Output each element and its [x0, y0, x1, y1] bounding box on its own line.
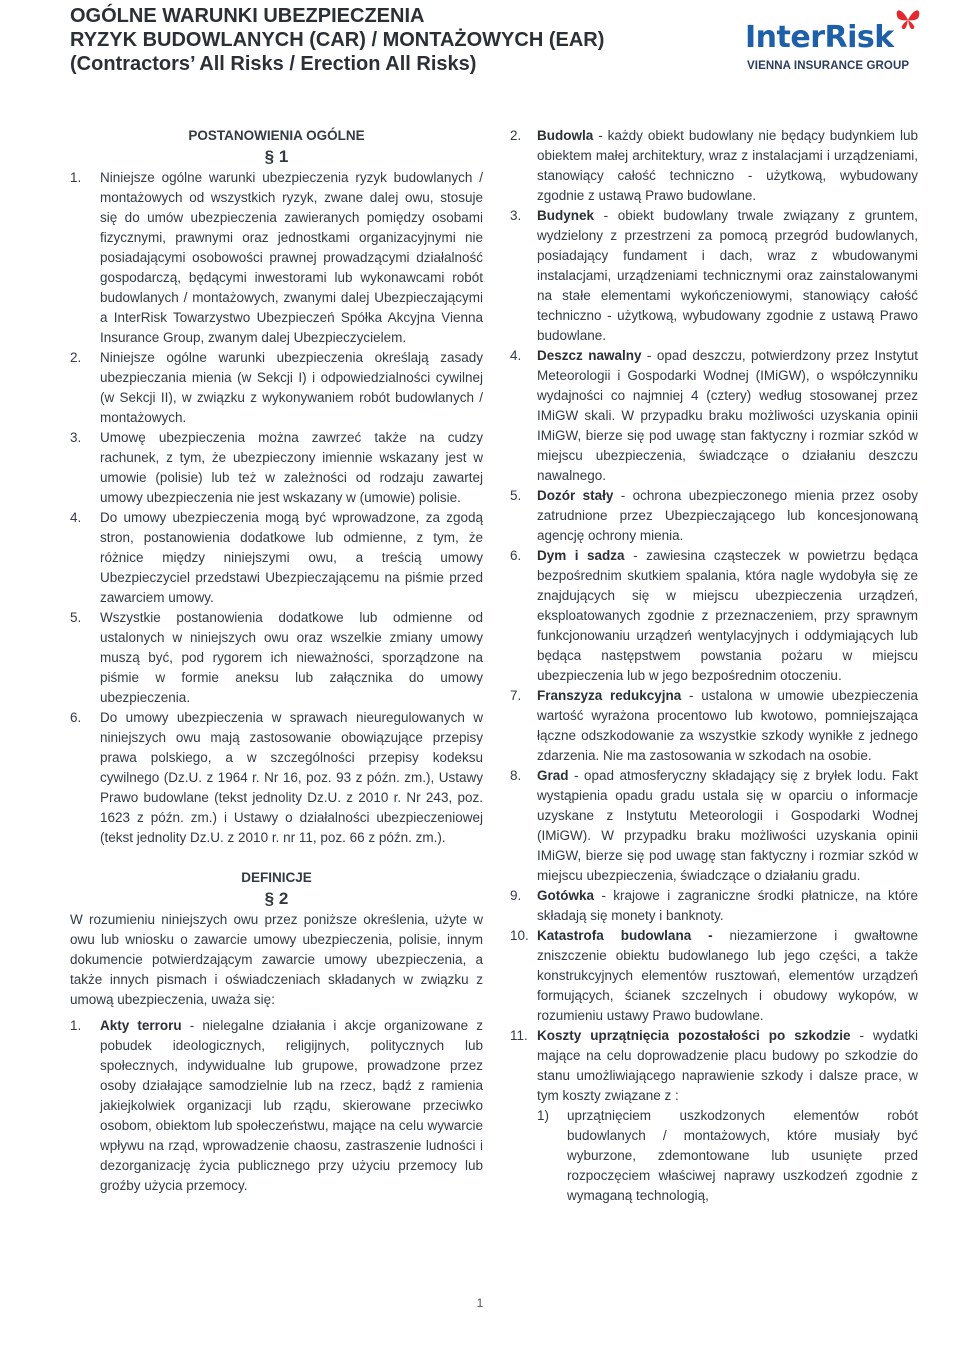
item-text: [100, 1016, 483, 1196]
definition-item: [510, 926, 918, 1026]
item-number: 5.: [70, 610, 82, 625]
general-item: [70, 708, 483, 848]
item-number: 5.: [510, 488, 522, 503]
item-text: Do umowy ubezpieczenia w sprawach nieuregulowanych w niniejszych owu mają zastosowanie obowiązujące przepisy prawa polskiego, a w szczególności przepisy kodeksu cywilnego (Dz.U. z 1964 r. Nr 16, poz. 93 z późn. zm.), Ustawy Prawo budowlane (tekst jednolity Dz.U. z 2010 r. Nr 243, poz. 1623 z późn. zm.) i Ustawy o działalności ubezpieczeniowej (tekst jednolity Dz.U. z 2010 r. nr 11, poz. 66 z późn. zm.).: [100, 710, 483, 845]
definition-item: [510, 886, 918, 926]
definition-text: - obiekt budowlany trwale związany z gruntem, wydzielony z przestrzeni za pomocą przegród budowlanych, posiadający fundament i dach, wraz z wbudowanymi instalacjami, urządzeniami technicznymi oraz zainstalowanymi na stałe elementami wykończeniowymi, stanowiący całość techniczno - użytkową, wybudowany zgodnie z ustawą Prawo budowlane.: [537, 208, 918, 343]
item-text: Niniejsze ogólne warunki ubezpieczenia określają zasady ubezpieczania mienia (w Sekcji I) i odpowiedzialności cywilnej (w Sekcji II), w związku z wykonywaniem robót budowlanych / montażowych.: [100, 350, 483, 425]
item-number: 1.: [70, 170, 82, 185]
item-number: 3.: [70, 430, 82, 445]
item-text: [537, 1026, 918, 1106]
item-number: 10.: [510, 928, 529, 943]
definition-item: [70, 1016, 483, 1196]
definitions-intro: W rozumieniu niniejszych owu przez poniższe określenia, użyte w owu lub wniosku o zawarcie umowy ubezpieczenia, polisie, innym dokumencie potwierdzającym zawarcie umowy ubezpieczenia, a także innych pismach i oświadczeniach składanych w związku z umową ubezpieczenia, uważa się:: [70, 912, 483, 1007]
item-number: 6.: [510, 548, 522, 563]
item-text: Niniejsze ogólne warunki ubezpieczenia ryzyk budowlanych / montażowych od wszystkich ryzyk, zwane dalej owu, stosuje się do umów ubezpieczenia zawieranych pomiędzy osobami fizycznymi, prawnymi oraz jednostkami organizacyjnymi nie posiadającymi osobowości prawnej prowadzącymi działalność gospodarczą, będącymi inwestorami lub wykonawcami robót budowlanych / montażowych, zwanymi dalej Ubezpieczającymi a InterRisk Towarzystwo Ubezpieczeń Spółka Akcyjna Vienna Insurance Group, zwanym dalej Ubezpieczycielem.: [100, 170, 483, 345]
item-text: [537, 126, 918, 206]
general-item: [70, 348, 483, 428]
item-text: [537, 766, 918, 886]
definition-text: - ustalona w umowie ubezpieczenia wartość wyrażona procentowo lub kwotowo, pomniejszająca łączne odszkodowanie za wszystkie szkody wynikłe z jednego zdarzenia. Nie ma zastosowania w szkodach na osobie.: [537, 688, 918, 763]
definition-term: Koszty uprzątnięcia pozostałości po szkodzie: [537, 1028, 851, 1043]
item-text: [537, 886, 918, 926]
definition-text: niezamierzone i gwałtowne zniszczenie obiektu budowlanego lub jego części, a także konstrukcyjnych elementów rusztowań, elementów urządzeń formujących, ścianek szczelnych i obudowy wykopów, w rozumieniu ustawy Prawo budowlane.: [537, 928, 918, 1023]
definition-text: - opad atmosferyczny składający się z bryłek lodu. Fakt wystąpienia opadu gradu ustala się w oparciu o informacje uzyskane z Instytutu Meteorologii i Gospodarki Wodnej (IMiGW). W przypadku braku możliwości uzyskania opinii IMiGW, bierze się pod uwagę stan faktyczny i rozmiar szkód w miejscu ubezpieczenia, świadczące o działaniu gradu.: [537, 768, 918, 883]
item-text: Umowę ubezpieczenia można zawrzeć także na cudzy rachunek, z tym, że ubezpieczony imiennie wskazany jest w umowie (polisie) lub też w zależności od rodzaju zawartej umowy ubezpieczenia nie jest wskazany w (umowie) polisie.: [100, 430, 483, 505]
definition-item: [510, 546, 918, 686]
title-line-1: OGÓLNE WARUNKI UBEZPIECZENIA: [70, 5, 425, 27]
item-number: 1.: [70, 1018, 82, 1033]
item-text: [537, 486, 918, 546]
item-number: 2.: [70, 350, 82, 365]
definition-term: Katastrofa budowlana -: [537, 928, 713, 943]
item-number: 11.: [510, 1028, 528, 1043]
definition-item: [510, 346, 918, 486]
logo-subtitle: VIENNA INSURANCE GROUP: [747, 60, 910, 72]
general-provisions-heading: POSTANOWIENIA OGÓLNE: [188, 128, 365, 143]
item-text: [537, 686, 918, 766]
item-number: 4.: [70, 510, 82, 525]
definition-text: - nielegalne działania i akcje organizowane z pobudek ideologicznych, religijnych, politycznych lub społecznych, indywidualne lub grupowe, prowadzone przez osoby działające samodzielnie lub na rzecz, bądź z ramienia jakiejkolwiek organizacji lub rządu, skierowane przeciwko osobom, obiektom lub społeczeństwu, mające na celu wywarcie wpływu na rząd, wprowadzenie chaosu, zastraszenie ludności i dezorganizację życia publicznego przy użyciu przemocy lub groźby użycia przemocy.: [100, 1018, 483, 1193]
item-number: 2.: [510, 128, 522, 143]
definition-item: [510, 1026, 918, 1106]
right-column: [510, 126, 918, 1206]
item-number: 6.: [70, 710, 82, 725]
definition-subitem: [537, 1106, 918, 1206]
item-number: 9.: [510, 888, 522, 903]
interrisk-logo: [745, 10, 925, 80]
item-text: [537, 206, 918, 346]
item-number: 8.: [510, 768, 522, 783]
section-1-symbol: § 1: [264, 147, 289, 166]
document-title: [70, 4, 690, 76]
definition-term: Akty terroru: [100, 1018, 182, 1033]
definition-term: Budowla: [537, 128, 594, 143]
definition-text: - każdy obiekt budowlany nie będący budynkiem lub obiektem małej architektury, wraz z instalacjami i urządzeniami, stanowiący całość techniczno - użytkową, wybudowany zgodnie z ustawą Prawo budowlane.: [537, 128, 918, 203]
definition-item: [510, 126, 918, 206]
item-number: 7.: [510, 688, 522, 703]
definition-term: Grad: [537, 768, 569, 783]
general-item: [70, 608, 483, 708]
title-line-2: RYZYK BUDOWLANYCH (CAR) / MONTAŻOWYCH (EAR): [70, 29, 605, 51]
definition-term: Dym i sadza: [537, 548, 625, 563]
definition-term: Gotówka: [537, 888, 595, 903]
general-item: [70, 508, 483, 608]
definition-term: Budynek: [537, 208, 595, 223]
item-text: [537, 926, 918, 1026]
definition-term: Franszyza redukcyjna: [537, 688, 682, 703]
definition-term: Deszcz nawalny: [537, 348, 642, 363]
definition-text: - krajowe i zagraniczne środki płatnicze, na które składają się monety i banknoty.: [537, 888, 918, 923]
subitem-number: 1): [537, 1108, 550, 1123]
definitions-heading: DEFINICJE: [241, 870, 312, 885]
definition-text: - wydatki mające na celu doprowadzenie placu budowy po szkodzie do stanu umożliwiającego naprawienie szkody i dalsze prace, w tym koszty związane z :: [537, 1028, 919, 1103]
definition-text: - opad deszczu, potwierdzony przez Instytut Meteorologii i Gospodarki Wodnej (IMiGW), o współczynniku wydajności co najmniej 4 (cztery) według stosowanej przez IMiGW skali. W przypadku braku możliwości uzyskania opinii IMiGW, bierze się pod uwagę stan faktyczny i rozmiar szkód w miejscu ubezpieczenia, świadczące o działaniu deszczu nawalnego.: [537, 348, 918, 483]
subitem-text: uprzątnięciem uszkodzonych elementów robót budowlanych / montażowych, które musiały być wyburzone, zdemontowane lub usunięte przed rozpoczęciem właściwej naprawy uszkodzeń zgodnie z wymaganą technologią,: [567, 1108, 918, 1203]
left-column: [70, 126, 483, 1196]
butterfly-icon: [893, 4, 923, 34]
definition-item: [510, 766, 918, 886]
section-2-symbol: § 2: [264, 889, 289, 908]
definition-text: - zawiesina cząsteczek w powietrzu będąca bezpośrednim skutkiem spalania, która nagle wydobyła się ze znajdujących się w miejscu ubezpieczenia urządzeń, eksploatowanych zgodnie z przeznaczeniem, przy sprawnym funkcjonowaniu urządzeń wentylacyjnych i oddymiających lub będąca następstwem powstania pożaru w miejscu ubezpieczenia lub w jego bezpośrednim otoczeniu.: [537, 548, 918, 683]
item-text: [537, 546, 918, 686]
item-text: Do umowy ubezpieczenia mogą być wprowadzone, za zgodą stron, postanowienia dodatkowe lub odmienne, z tym, że różnice między niniejszymi owu, a treścią umowy Ubezpieczyciel przedstawi Ubezpieczającemu na piśmie przed zawarciem umowy.: [100, 510, 483, 605]
title-line-3: (Contractors’ All Risks / Erection All Risks): [70, 53, 477, 75]
definition-item: [510, 486, 918, 546]
general-item: [70, 168, 483, 348]
item-number: 3.: [510, 208, 522, 223]
definition-item: [510, 206, 918, 346]
definition-item: [510, 686, 918, 766]
definition-term: Dozór stały: [537, 488, 614, 503]
page-number: 1: [476, 1296, 484, 1310]
item-text: Wszystkie postanowienia dodatkowe lub odmienne od ustalonych w niniejszych owu oraz wszelkie zmiany umowy muszą być, pod rygorem ich nieważności, sporządzone na piśmie w formie aneksu lub załącznika do umowy ubezpieczenia.: [100, 610, 483, 705]
logo-brand-text: InterRisk: [745, 20, 894, 55]
general-item: [70, 428, 483, 508]
item-number: 4.: [510, 348, 522, 363]
definition-text: - ochrona ubezpieczonego mienia przez osoby zatrudnione przez Ubezpieczającego lub koncesjonowaną agencję ochrony mienia.: [537, 488, 918, 543]
item-text: [537, 346, 918, 486]
